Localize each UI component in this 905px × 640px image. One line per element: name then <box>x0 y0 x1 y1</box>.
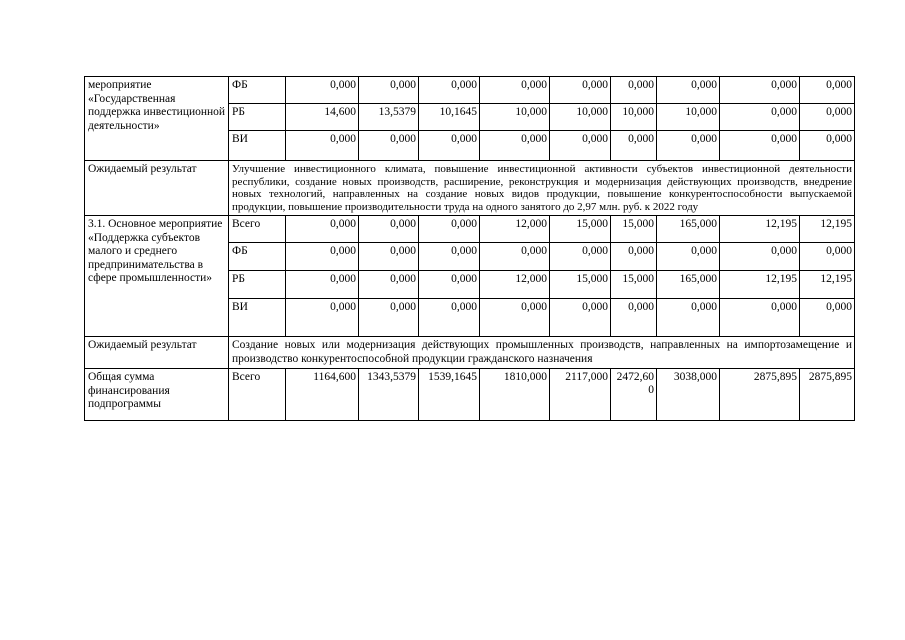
activity-label: 3.1. Основное мероприятие «Поддержка субъектов малого и среднего предпринимательства в сфере промышленности» <box>85 216 229 337</box>
value-cell: 10,000 <box>657 104 720 131</box>
value-cell: 15,000 <box>550 271 611 299</box>
value-cell: 0,000 <box>611 77 657 104</box>
value-cell: 0,000 <box>611 299 657 337</box>
value-cell: 0,000 <box>359 271 419 299</box>
value-cell: 13,5379 <box>359 104 419 131</box>
value-cell: 10,1645 <box>419 104 480 131</box>
value-cell: 0,000 <box>800 131 855 161</box>
value-cell: 0,000 <box>286 299 359 337</box>
value-cell: 0,000 <box>800 243 855 271</box>
source-cell: ФБ <box>229 77 286 104</box>
value-cell: 0,000 <box>550 131 611 161</box>
value-cell: 12,195 <box>720 271 800 299</box>
value-cell: 0,000 <box>611 243 657 271</box>
source-cell: ВИ <box>229 299 286 337</box>
value-cell: 165,000 <box>657 271 720 299</box>
value-cell: 0,000 <box>286 77 359 104</box>
value-cell: 12,195 <box>720 216 800 243</box>
value-cell: 0,000 <box>550 299 611 337</box>
value-cell: 15,000 <box>611 271 657 299</box>
value-cell: 0,000 <box>720 243 800 271</box>
table-row <box>85 77 855 104</box>
value-cell: 0,000 <box>550 243 611 271</box>
value-cell: 10,000 <box>611 104 657 131</box>
value-cell: 0,000 <box>359 77 419 104</box>
value-cell: 0,000 <box>657 299 720 337</box>
total-row <box>85 369 855 421</box>
value-cell: 0,000 <box>720 131 800 161</box>
block-2 <box>85 216 855 369</box>
value-cell: 10,000 <box>550 104 611 131</box>
financing-table <box>84 76 855 421</box>
value-cell: 2875,895 <box>800 369 855 421</box>
source-cell: Всего <box>229 216 286 243</box>
value-cell: 2875,895 <box>720 369 800 421</box>
value-cell: 1539,1645 <box>419 369 480 421</box>
result-text: Улучшение инвестиционного климата, повышение инвестиционной активности субъектов инвестиционной деятельности республики, создание новых производств, расширение, реконструкция и модернизация действующих производств, внедрение новых технологий, направленных на создание новых видов продукции, повышение конкурентоспособности выпускаемой продукции, повышение производительности труда на одного занятого до 2,97 млн. руб. к 2022 году <box>229 161 855 216</box>
value-cell: 12,195 <box>800 216 855 243</box>
value-cell: 0,000 <box>419 271 480 299</box>
table-row <box>85 216 855 243</box>
source-cell: ФБ <box>229 243 286 271</box>
value-cell: 0,000 <box>419 243 480 271</box>
result-label: Ожидаемый результат <box>85 161 229 216</box>
result-row <box>85 337 855 369</box>
value-cell: 0,000 <box>480 131 550 161</box>
value-cell: 0,000 <box>720 77 800 104</box>
block-1 <box>85 77 855 216</box>
value-cell: 1810,000 <box>480 369 550 421</box>
value-cell: 1343,5379 <box>359 369 419 421</box>
value-cell: 0,000 <box>657 243 720 271</box>
source-cell: Всего <box>229 369 286 421</box>
value-cell: 0,000 <box>286 243 359 271</box>
value-cell: 0,000 <box>359 216 419 243</box>
value-cell: 0,000 <box>480 77 550 104</box>
value-cell: 0,000 <box>419 131 480 161</box>
result-label: Ожидаемый результат <box>85 337 229 369</box>
value-cell: 15,000 <box>611 216 657 243</box>
value-cell: 0,000 <box>480 299 550 337</box>
value-cell: 0,000 <box>359 299 419 337</box>
value-cell: 165,000 <box>657 216 720 243</box>
value-cell: 0,000 <box>720 104 800 131</box>
source-cell: РБ <box>229 271 286 299</box>
value-cell: 2117,000 <box>550 369 611 421</box>
source-cell: ВИ <box>229 131 286 161</box>
value-cell: 0,000 <box>800 104 855 131</box>
value-cell: 0,000 <box>611 131 657 161</box>
value-cell: 12,195 <box>800 271 855 299</box>
value-cell: 0,000 <box>286 216 359 243</box>
value-cell: 0,000 <box>286 271 359 299</box>
value-cell: 0,000 <box>720 299 800 337</box>
value-cell: 0,000 <box>657 131 720 161</box>
total-label: Общая сумма финансирования подпрограммы <box>85 369 229 421</box>
value-cell: 2472,600 <box>611 369 657 421</box>
value-cell: 0,000 <box>419 77 480 104</box>
value-cell: 0,000 <box>657 77 720 104</box>
value-cell: 0,000 <box>550 77 611 104</box>
value-cell: 15,000 <box>550 216 611 243</box>
value-cell: 12,000 <box>480 216 550 243</box>
value-cell: 0,000 <box>419 299 480 337</box>
value-cell: 12,000 <box>480 271 550 299</box>
result-row <box>85 161 855 216</box>
value-cell: 0,000 <box>359 131 419 161</box>
value-cell: 0,000 <box>800 77 855 104</box>
value-cell: 14,600 <box>286 104 359 131</box>
source-cell: РБ <box>229 104 286 131</box>
value-cell: 0,000 <box>359 243 419 271</box>
value-cell: 0,000 <box>800 299 855 337</box>
value-cell: 10,000 <box>480 104 550 131</box>
activity-label: мероприятие «Государственная поддержка инвестиционной деятельности» <box>85 77 229 161</box>
result-text: Создание новых или модернизация действующих промышленных производств, направленных на импортозамещение и производство конкурентоспособной продукции гражданского назначения <box>229 337 855 369</box>
value-cell: 0,000 <box>419 216 480 243</box>
value-cell: 0,000 <box>286 131 359 161</box>
value-cell: 0,000 <box>480 243 550 271</box>
value-cell: 3038,000 <box>657 369 720 421</box>
value-cell: 1164,600 <box>286 369 359 421</box>
total-block <box>85 369 855 421</box>
